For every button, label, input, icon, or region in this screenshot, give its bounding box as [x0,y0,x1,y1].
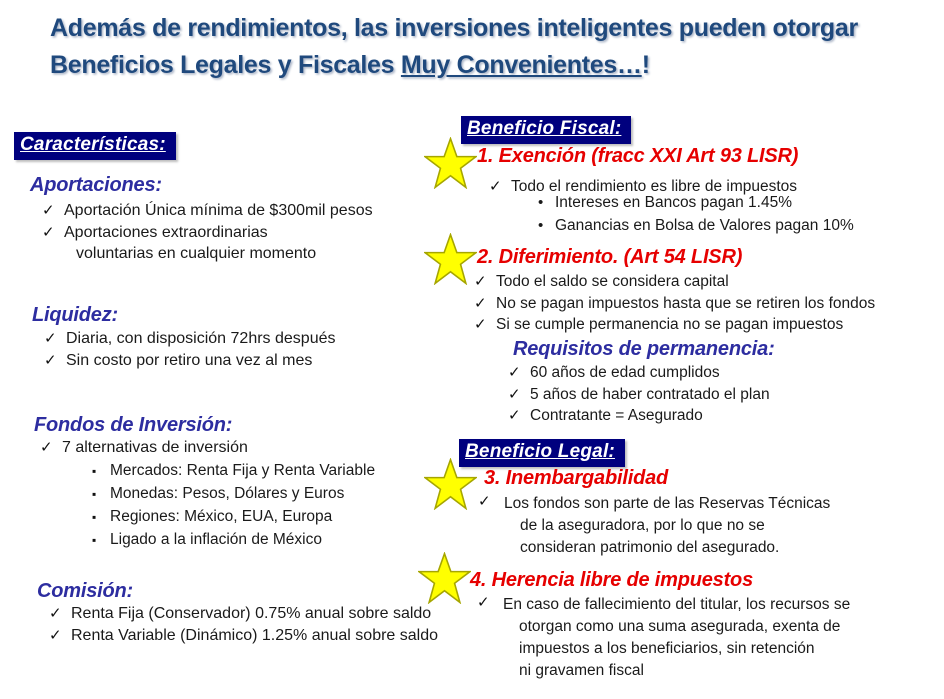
benefit-3-title: 3. Inembargabilidad [484,467,669,489]
benefit-4-text [503,594,850,682]
list-item [34,509,474,525]
list-item [508,364,770,382]
list-item [474,273,875,291]
check-icon: ✓ [508,385,521,403]
check-icon: ✓ [474,316,487,333]
benefit-2-title: 2. Diferimiento. (Art 54 LISR) [477,246,743,268]
section-liquidez [32,304,472,369]
benefit-2-check-3: Si se cumple permanencia no se pagan impuestos [496,316,844,333]
section-comision [37,580,477,644]
aportaciones-item-2-line-1: Aportaciones extraordinarias [64,224,268,241]
liquidez-item-1: Diaria, con disposición 72hrs después [66,330,336,347]
list-item [538,217,854,235]
star-icon [418,552,471,604]
list-item [489,178,797,196]
comision-item-2: Renta Variable (Dinámico) 1.25% anual sobre saldo [71,627,439,644]
list-item [37,605,477,622]
fondos-item-1: 7 alternativas de inversión [62,439,248,456]
benefit-3-line-1: Los fondos son parte de las Reservas Técnicas [504,495,831,512]
list-item [538,194,854,212]
title-line-2 [50,47,920,84]
permanencia-heading: Requisitos de permanencia: [513,338,775,360]
benefit-2-checks [474,273,875,334]
benefit-2-check-1: Todo el saldo se considera capital [496,273,729,290]
aportaciones-item-1: Aportación Única mínima de $300mil pesos [64,202,373,219]
check-icon: ✓ [42,224,55,241]
benefit-1-check-1: Todo el rendimiento es libre de impuestos [511,178,798,195]
fondos-sub-3: Regiones: México, EUA, Europa [110,508,333,525]
caracteristicas-header: Características: [14,132,176,160]
beneficio-fiscal-header: Beneficio Fiscal: [461,116,631,144]
check-icon: ✓ [49,605,62,622]
check-icon: ✓ [489,178,502,195]
dot-bullet-icon: • [538,216,544,234]
list-item [32,352,472,369]
comision-item-1: Renta Fija (Conservador) 0.75% anual sobre saldo [71,605,432,622]
square-bullet-icon: ▪ [92,533,97,547]
benefit-4-line-2: otorgan como una suma asegurada, exenta de [519,618,841,635]
list-item [474,316,875,334]
list-item [34,486,474,502]
list-item [34,532,474,548]
square-bullet-icon: ▪ [92,487,97,501]
permanencia-checks [508,364,770,425]
square-bullet-icon: ▪ [92,464,97,478]
fondos-heading: Fondos de Inversión: [34,414,233,436]
section-aportaciones [30,174,470,262]
list-item [508,407,770,425]
aportaciones-item-2 [64,224,316,262]
comision-heading: Comisión: [37,580,133,602]
check-icon: ✓ [474,294,487,312]
aportaciones-item-2-line-2: voluntarias en cualquier momento [76,245,317,262]
list-item [474,295,875,313]
check-icon: ✓ [508,364,521,381]
check-icon: ✓ [49,627,62,644]
title-line-2-suffix: ! [641,51,650,79]
title-line-2-underlined: Muy Convenientes… [400,51,642,79]
check-icon: ✓ [44,330,57,347]
permanencia-check-3: Contratante = Asegurado [530,407,703,424]
list-item [508,386,770,404]
fondos-sub-4: Ligado a la inflación de México [110,531,322,548]
star-icon [424,137,477,189]
list-item [34,439,474,456]
aportaciones-heading: Aportaciones: [30,174,162,196]
fondos-sub-1: Mercados: Renta Fija y Renta Variable [110,462,376,479]
list-item [34,463,474,479]
liquidez-item-2: Sin costo por retiro una vez al mes [66,352,313,369]
benefit-1-bullet-1: Intereses en Bancos pagan 1.45% [555,194,792,211]
benefit-1-bullet-2: Ganancias en Bolsa de Valores pagan 10% [555,216,854,234]
check-icon: ✓ [474,273,487,290]
slide-title [50,10,920,84]
check-icon: ✓ [42,202,55,219]
check-icon: ✓ [477,594,490,611]
list-item [478,493,830,559]
check-icon: ✓ [508,407,521,424]
benefit-1-title: 1. Exención (fracc XXI Art 93 LISR) [477,145,799,167]
title-line-2-prefix: Beneficios Legales y Fiscales [50,51,401,79]
benefit-3-line-2: de la aseguradora, por lo que no se [520,517,765,534]
benefit-3-text [504,493,830,559]
fondos-sub-2: Monedas: Pesos, Dólares y Euros [110,485,345,502]
benefit-4-title: 4. Herencia libre de impuestos [470,569,753,591]
check-icon: ✓ [44,352,57,369]
dot-bullet-icon: • [538,194,544,211]
check-icon: ✓ [40,439,53,456]
liquidez-heading: Liquidez: [32,304,118,326]
square-bullet-icon: ▪ [92,510,97,524]
list-item [30,224,470,262]
beneficio-legal-header: Beneficio Legal: [459,439,625,467]
check-icon: ✓ [478,493,491,510]
benefit-3-line-3: consideran patrimonio del asegurado. [520,539,780,556]
list-item [30,202,470,219]
list-item [477,594,850,682]
benefit-4-line-1: En caso de fallecimiento del titular, los recursos se [503,596,851,613]
list-item [37,627,477,644]
permanencia-check-2: 5 años de haber contratado el plan [530,385,770,403]
benefit-1-bullets [538,194,854,234]
title-line-1: Además de rendimientos, las inversiones inteligentes pueden otorgar [50,14,858,42]
benefit-2-check-2: No se pagan impuestos hasta que se retiren los fondos [496,294,876,312]
benefit-4-line-3: impuestos a los beneficiarios, sin retención [519,640,815,657]
permanencia-check-1: 60 años de edad cumplidos [530,364,720,381]
section-fondos [34,414,474,548]
star-icon [424,233,477,285]
list-item [32,330,472,347]
benefit-4-line-4: ni gravamen fiscal [519,662,644,679]
